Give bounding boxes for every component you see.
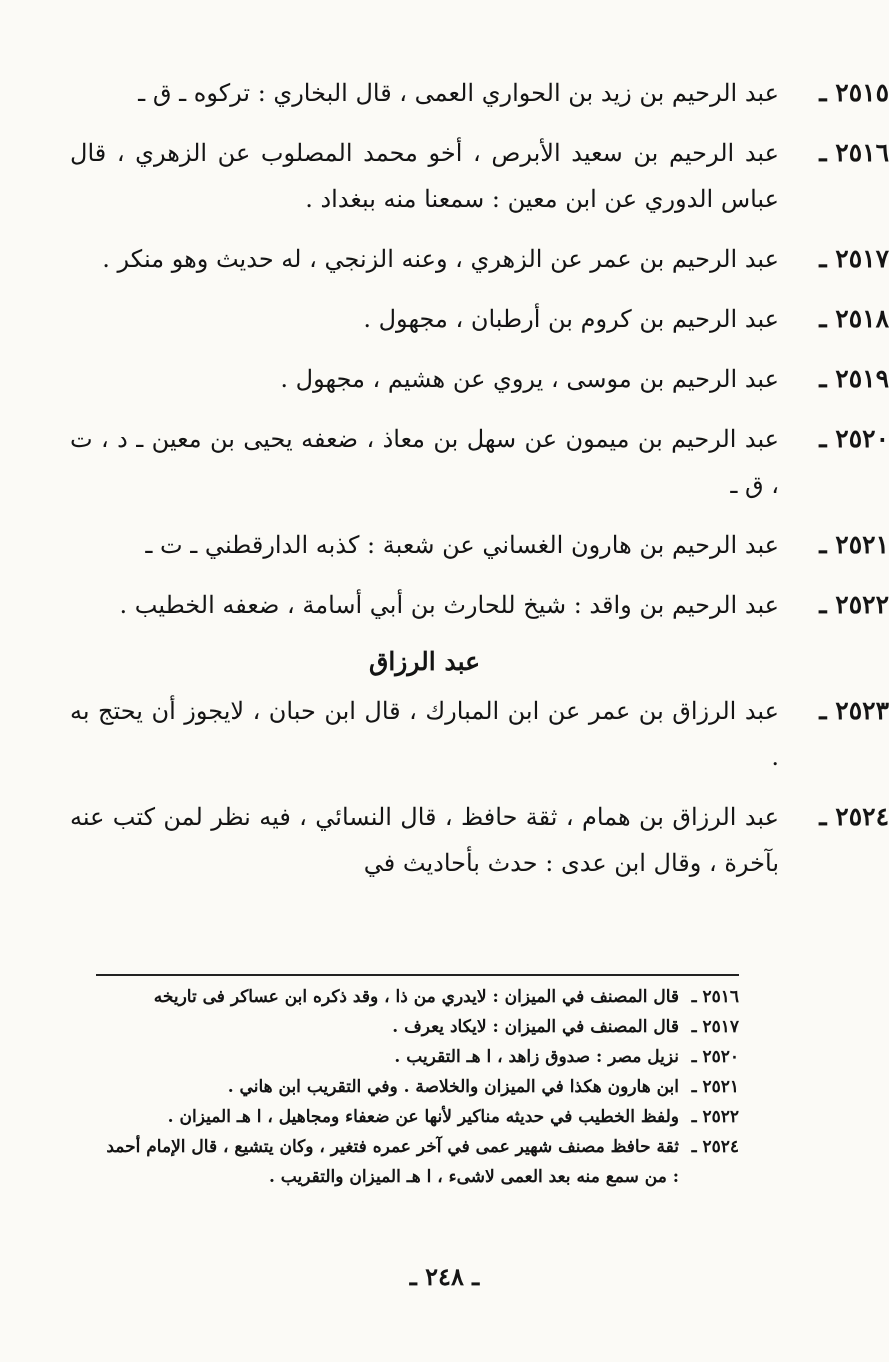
footnote [96,1102,739,1132]
entry-number: ٢٥١٦ ـ [819,138,889,167]
entry [70,416,889,508]
footnote-text: ابن هارون هكذا في الميزان والخلاصة . وفي التقريب ابن هاني . [227,1077,679,1097]
entry-text: عبد الرحيم بن كروم بن أرطبان ، مجهول . [363,305,779,333]
footnote-text: قال المصنف في الميزان : لايكاد يعرف . [392,1017,679,1037]
entry-text: عبد الرحيم بن هارون الغساني عن شعبة : كذبه الدارقطني ـ ت ـ [145,531,779,559]
footnote-text: ولفظ الخطيب في حديثه مناكير لأنها عن ضعفاء ومجاهيل ، ا هـ الميزان . [167,1107,679,1127]
entry [70,130,889,222]
entry-text: عبد الرحيم بن عمر عن الزهري ، وعنه الزنجي ، له حديث وهو منكر . [102,245,779,273]
entry-number: ٢٥٢٢ ـ [819,590,889,619]
entry [70,70,889,116]
footnote-number: ٢٥٢٢ ـ [691,1107,739,1127]
entry-text: عبد الرحيم بن سعيد الأبرص ، أخو محمد المصلوب عن الزهري ، قال عباس الدوري عن ابن معين : سمعنا منه ببغداد . [70,139,779,213]
entry-number: ٢٥١٨ ـ [819,304,889,333]
footnote [96,1072,739,1102]
entry-number: ٢٥١٧ ـ [819,244,889,273]
entry [70,236,889,282]
entry [70,688,889,780]
footnotes [96,982,739,1192]
footnote [96,1132,739,1192]
entry-text: عبد الرزاق بن عمر عن ابن المبارك ، قال ابن حبان ، لايجوز أن يحتج به . [70,697,779,771]
entry [70,296,889,342]
footnote-number: ٢٥٢٤ ـ [691,1137,739,1157]
entry-text: عبد الرحيم بن ميمون عن سهل بن معاذ ، ضعفه يحيى بن معين ـ د ، ت ، ق ـ [70,425,779,499]
footnote-text: قال المصنف في الميزان : لايدري من ذا ، وقد ذكره ابن عساكر فى تاريخه [153,987,679,1007]
footnote [96,1012,739,1042]
entry-text: عبد الرحيم بن زيد بن الحواري العمى ، قال البخاري : تركوه ـ ق ـ [138,79,779,107]
entry-number: ٢٥٢١ ـ [819,530,889,559]
footnote-number: ٢٥٢١ ـ [691,1077,739,1097]
footnote-text: ثقة حافظ مصنف شهير عمى في آخر عمره فتغير ، وكان يتشيع ، قال الإمام أحمد : من سمع منه بعد العمى لاشىء ، ا هـ الميزان والتقريب . [106,1137,679,1187]
entry-text: عبد الرحيم بن موسى ، يروي عن هشيم ، مجهول . [280,365,779,393]
entry [70,582,889,628]
entry-number: ٢٥١٩ ـ [819,364,889,393]
entry [70,522,889,568]
entry-number: ٢٥٢٠ ـ [819,424,889,453]
footnote-number: ٢٥٢٠ ـ [691,1047,739,1067]
entry-number: ٢٥٢٤ ـ [819,802,889,831]
footnote-number: ٢٥١٧ ـ [691,1017,739,1037]
entry [70,356,889,402]
footnote-text: نزيل مصر : صدوق زاهد ، ا هـ التقريب . [394,1047,679,1067]
section-heading: عبد الرزاق [368,647,481,676]
entry [70,794,889,886]
entry-text: عبد الرزاق بن همام ، ثقة حافظ ، قال النسائي ، فيه نظر لمن كتب عنه بآخرة ، وقال ابن عدى : حدث بأحاديث في [70,803,779,877]
entry-number: ٢٥٢٣ ـ [819,696,889,725]
footnote-number: ٢٥١٦ ـ [691,987,739,1007]
page-number: ـ ٢٤٨ ـ [409,1262,480,1291]
entry-text: عبد الرحيم بن واقد : شيخ للحارث بن أبي أسامة ، ضعفه الخطيب . [119,591,779,619]
main-text [70,70,889,900]
footnote [96,1042,739,1072]
footnote-divider [96,974,739,976]
entry-number: ٢٥١٥ ـ [819,78,889,107]
footnote [96,982,739,1012]
